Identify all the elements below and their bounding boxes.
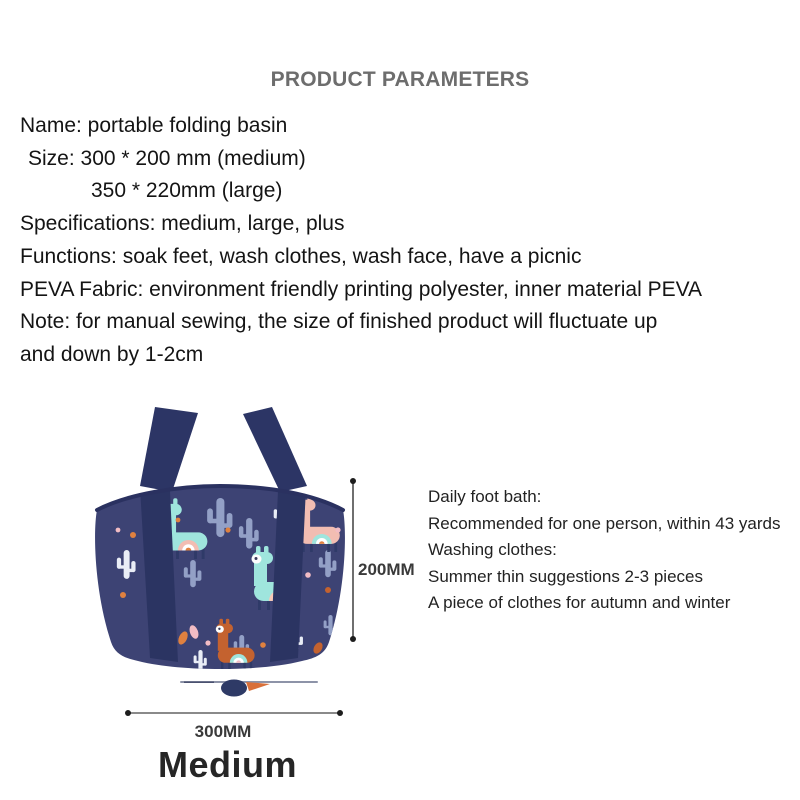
spec-line: Size: 300 * 200 mm (medium): [28, 146, 306, 170]
usage-line: Summer thin suggestions 2-3 pieces: [428, 566, 703, 586]
basin-illustration: [88, 400, 358, 700]
usage-line: Recommended for one person, within 43 yards: [428, 513, 781, 533]
basin-bottom-tab: [180, 680, 318, 697]
width-dimension-start-dot: [125, 710, 131, 716]
height-dimension-label: 200MM: [358, 560, 415, 579]
spec-line: 350 * 220mm (large): [91, 179, 283, 203]
spec-line: Specifications: medium, large, plus: [20, 212, 345, 236]
height-dimension-end-dot: [350, 636, 356, 642]
spec-line: and down by 1-2cm: [20, 342, 204, 366]
width-dimension-line: [128, 712, 340, 714]
usage-line: A piece of clothes for autumn and winter: [428, 593, 731, 613]
usage-line: Daily foot bath:: [428, 487, 542, 506]
usage-notes: [428, 484, 798, 617]
page-title: PRODUCT PARAMETERS: [270, 68, 530, 91]
basin-right-strap: [243, 407, 307, 492]
height-dimension-line: [352, 481, 354, 639]
width-dimension-label: 300MM: [194, 722, 252, 741]
spec-line: Name: portable folding basin: [20, 114, 288, 137]
usage-line: Washing clothes:: [428, 540, 557, 560]
product-image-folding-basin: [88, 400, 358, 700]
spec-line: PEVA Fabric: environment friendly printing polyester, inner material PEVA: [20, 277, 703, 301]
spec-line: Note: for manual sewing, the size of finished product will fluctuate up: [20, 310, 658, 334]
spec-line: Functions: soak feet, wash clothes, wash face, have a picnic: [20, 244, 582, 268]
product-specs: [20, 110, 790, 372]
basin-left-strap: [140, 407, 198, 492]
height-dimension-start-dot: [350, 478, 356, 484]
width-dimension-end-dot: [337, 710, 343, 716]
size-name-label: Medium: [158, 744, 298, 785]
